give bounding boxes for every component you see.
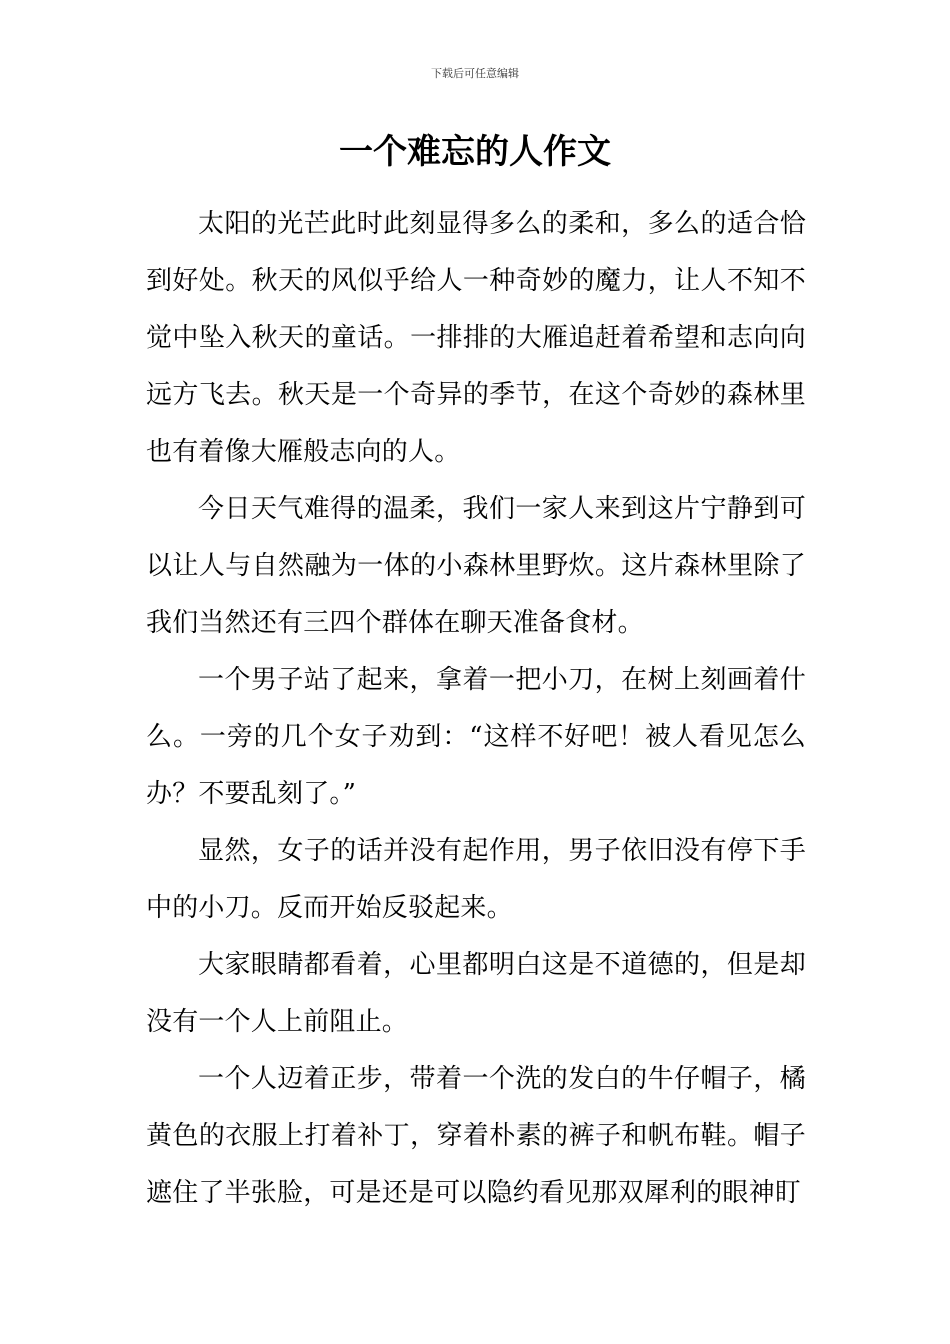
page-header-note: 下载后可任意编辑 [431,67,519,80]
paragraph-6: 一个人迈着正步，带着一个洗的发白的牛仔帽子，橘黄色的衣服上打着补丁，穿着朴素的裤子和帆布鞋。帽子遮住了半张脸，可是还是可以隐约看见那双犀利的眼神盯 [146,1064,806,1208]
paragraph-3: 一个男子站了起来，拿着一把小刀，在树上刻画着什么。一旁的几个女子劝到：“这样不好吧！被人看见怎么办？不要乱刻了。” [146,665,806,809]
paragraph-1: 太阳的光芒此时此刻显得多么的柔和，多么的适合恰到好处。秋天的风似乎给人一种奇妙的魔力，让人不知不觉中坠入秋天的童话。一排排的大雁追赶着希望和志向向远方飞去。秋天是一个奇异的季节，在这个奇妙的森林里也有着像大雁般志向的人。 [146,209,806,467]
paragraph-5: 大家眼睛都看着，心里都明白这是不道德的，但是却没有一个人上前阻止。 [146,950,806,1037]
paragraph-4: 显然，女子的话并没有起作用，男子依旧没有停下手中的小刀。反而开始反驳起来。 [146,836,806,923]
paragraph-2: 今日天气难得的温柔，我们一家人来到这片宁静到可以让人与自然融为一体的小森林里野炊。这片森林里除了我们当然还有三四个群体在聊天准备食材。 [146,494,806,638]
document-body [146,196,806,1222]
document-title: 一个难忘的人作文 [339,132,611,172]
